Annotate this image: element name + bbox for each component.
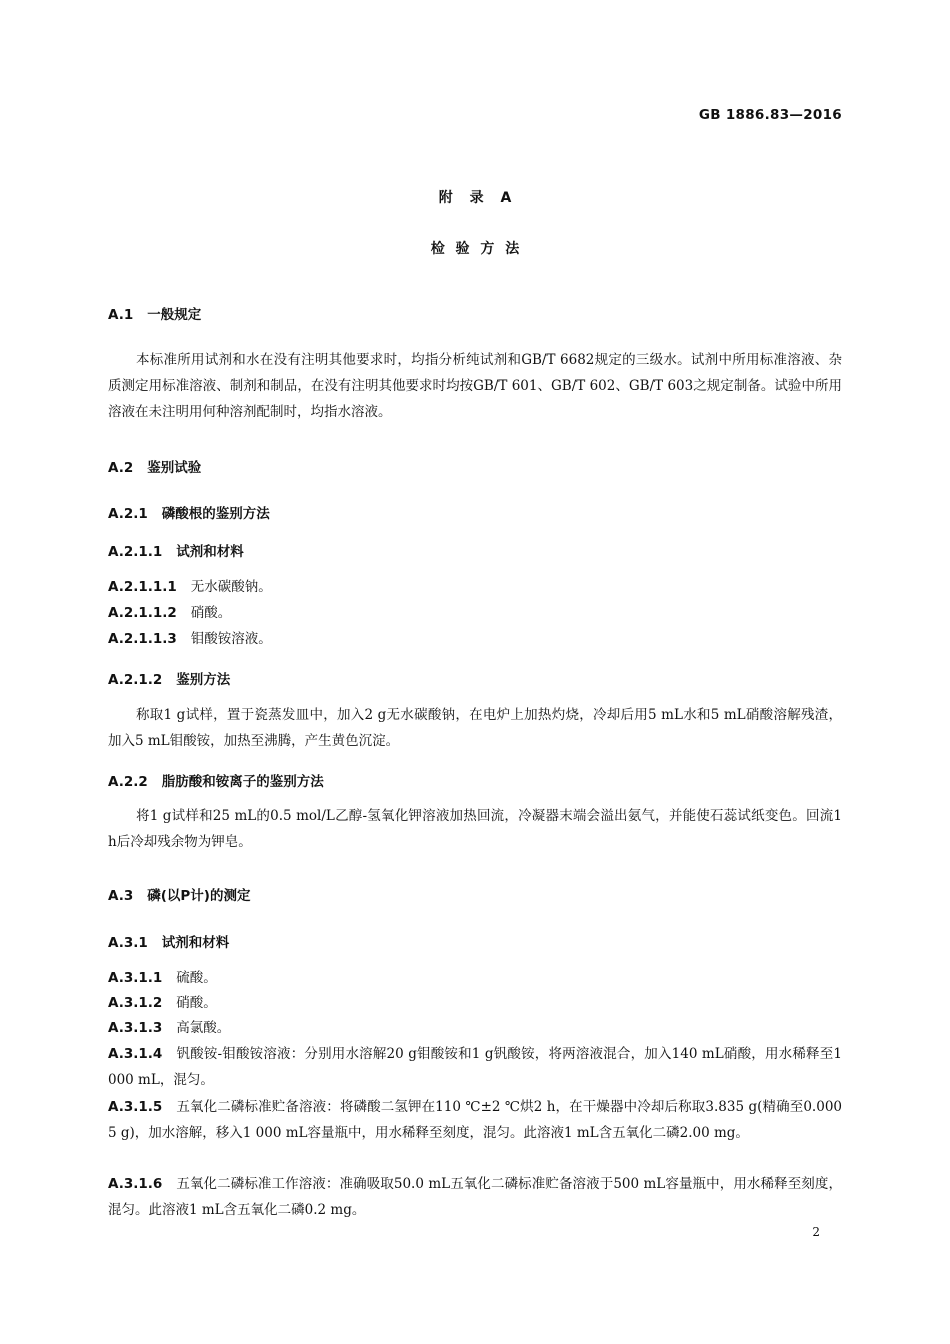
list-item [108,626,842,652]
section-title: 磷(以P计)的测定 [147,888,251,904]
item-text: 五氧化二磷标准贮备溶液：将磷酸二氢钾在110 ℃±2 ℃烘2 h，在干燥器中冷却后称取3.835 g(精确至0.000 5 g)，加水溶解，移入1 000 mL容量瓶中，用水稀释至刻度，混匀。此溶液1 mL含五氧化二磷2.00 mg。 [108,1099,842,1141]
item-text: 硝酸。 [176,995,217,1011]
list-item [108,990,842,1016]
paragraph-fatty-acid-identification: 将1 g试样和25 mL的0.5 mol/L乙醇-氢氧化钾溶液加热回流，冷凝器末端会溢出氨气，并能使石蕊试纸变色。回流1 h后冷却残余物为钾皂。 [108,808,842,850]
list-item [108,1015,842,1041]
item-number: A.3.1.6 [108,1176,163,1192]
item-number: A.3.1.3 [108,1020,163,1036]
section-number: A.2.1.1 [108,544,163,560]
item-number: A.2.1.1.1 [108,579,177,595]
section-title: 鉴别试验 [147,460,202,476]
list-item [108,600,842,626]
item-number: A.3.1.1 [108,970,163,986]
item-text: 五氧化二磷标准工作溶液：准确吸取50.0 mL五氧化二磷标准贮备溶液于500 mL容量瓶中，用水稀释至刻度，混匀。此溶液1 mL含五氧化二磷0.2 mg。 [108,1176,842,1218]
item-text: 硝酸。 [190,605,232,621]
section-title: 脂肪酸和铵离子的鉴别方法 [161,774,324,790]
section-heading-a211 [108,540,842,560]
item-text: 高氯酸。 [176,1020,231,1036]
annex-title: 附 录 A [438,190,512,206]
section-number: A.2.2 [108,774,148,790]
item-number: A.3.1.2 [108,995,163,1011]
section-title: 试剂和材料 [161,935,230,951]
list-item [108,1171,842,1223]
section-title: 磷酸根的鉴别方法 [161,506,270,522]
section-heading-a31 [108,931,842,951]
item-text: 钒酸铵-钼酸铵溶液：分别用水溶解20 g钼酸铵和1 g钒酸铵，将两溶液混合，加入140 mL硝酸，用水稀释至1 000 mL，混匀。 [108,1046,842,1088]
page-number: 2 [812,1225,820,1239]
section-title: 试剂和材料 [176,544,244,560]
item-number: A.3.1.4 [108,1046,163,1062]
section-heading-a2 [108,456,842,476]
item-number: A.2.1.1.2 [108,605,177,621]
item-text: 无水碳酸钠。 [190,579,272,595]
section-heading-a22 [108,770,842,790]
section-number: A.2.1 [108,506,148,522]
section-number: A.2 [108,460,134,476]
item-number: A.2.1.1.3 [108,631,177,647]
annex-subtitle: 检 验 方 法 [430,241,520,257]
paragraph-phosphate-identification: 称取1 g试样，置于瓷蒸发皿中，加入2 g无水碳酸钠，在电炉上加热灼烧，冷却后用5 mL水和5 mL硝酸溶解残渣，加入5 mL钼酸铵，加热至沸腾，产生黄色沉淀。 [108,707,842,749]
item-number: A.3.1.5 [108,1099,163,1115]
list-item [108,574,842,600]
standard-number: GB 1886.83—2016 [698,107,842,123]
paragraph-general-rules: 本标准所用试剂和水在没有注明其他要求时，均指分析纯试剂和GB/T 6682规定的三级水。试剂中所用标准溶液、杂质测定用标准溶液、制剂和制品，在没有注明其他要求时均按GB/T 601、GB/T 602、GB/T 603之规定制备。试验中所用溶液在未注明用何种溶剂配制时，均指水溶液。 [108,352,842,420]
section-heading-a21 [108,502,842,522]
section-number: A.1 [108,307,134,323]
section-title: 鉴别方法 [176,672,231,688]
section-number: A.3.1 [108,935,148,951]
list-item [108,965,842,991]
section-number: A.3 [108,888,134,904]
section-heading-a3 [108,884,842,904]
item-text: 钼酸铵溶液。 [190,631,272,647]
list-item [108,1094,842,1146]
list-item [108,1041,842,1093]
section-title: 一般规定 [147,307,202,323]
section-number: A.2.1.2 [108,672,163,688]
section-heading-a1 [108,303,842,323]
item-text: 硫酸。 [176,970,217,986]
section-heading-a212 [108,668,842,688]
